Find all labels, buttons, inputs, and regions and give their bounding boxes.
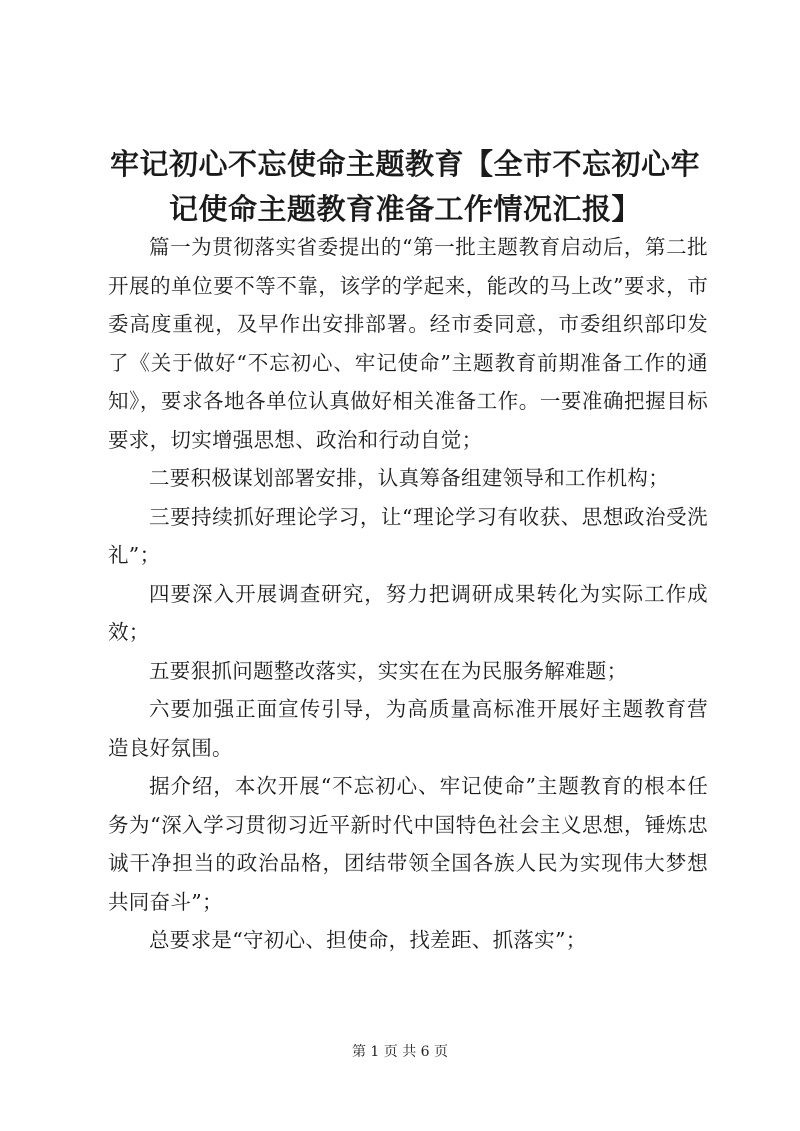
paragraph: 篇一为贯彻落实省委提出的“第一批主题教育启动后，第二批开展的单位要不等不靠，该学的学起来，能改的马上改”要求，市委高度重视，及早作出安排部署。经市委同意，市委组织部印发了《关于做好“不忘初心、牢记使命”主题教育前期准备工作的通知》，要求各地各单位认真做好相关准备工作。一要准确把握目标要求，切实增强思想、政治和行动自觉； <box>108 235 708 452</box>
document-title: 牢记初心不忘使命主题教育【全市不忘初心牢记使命主题教育准备工作情况汇报】 <box>109 147 700 226</box>
paragraph: 据介绍，本次开展“不忘初心、牢记使命”主题教育的根本任务为“深入学习贯彻习近平新时代中国特色社会主义思想，锤炼忠诚干净担当的政治品格，团结带领全国各族人民为实现伟大梦想共同奋斗”； <box>108 774 708 914</box>
paragraph: 总要求是“守初心、担使命，找差距、抓落实”； <box>149 928 587 952</box>
paragraph: 四要深入开展调查研究，努力把调研成果转化为实际工作成效； <box>108 581 708 644</box>
document-body <box>108 228 708 960</box>
page-number-footer: 第 1 页 共 6 页 <box>351 1044 449 1060</box>
paragraph: 六要加强正面宣传引导，为高质量高标准开展好主题教育营造良好氛围。 <box>108 697 708 760</box>
paragraph: 二要积极谋划部署安排，认真筹备组建领导和工作机构； <box>149 466 669 490</box>
paragraph: 三要持续抓好理论学习，让“理论学习有收获、思想政治受洗礼”； <box>108 504 708 567</box>
paragraph: 五要狠抓问题整改落实，实实在在为民服务解难题； <box>149 658 628 683</box>
